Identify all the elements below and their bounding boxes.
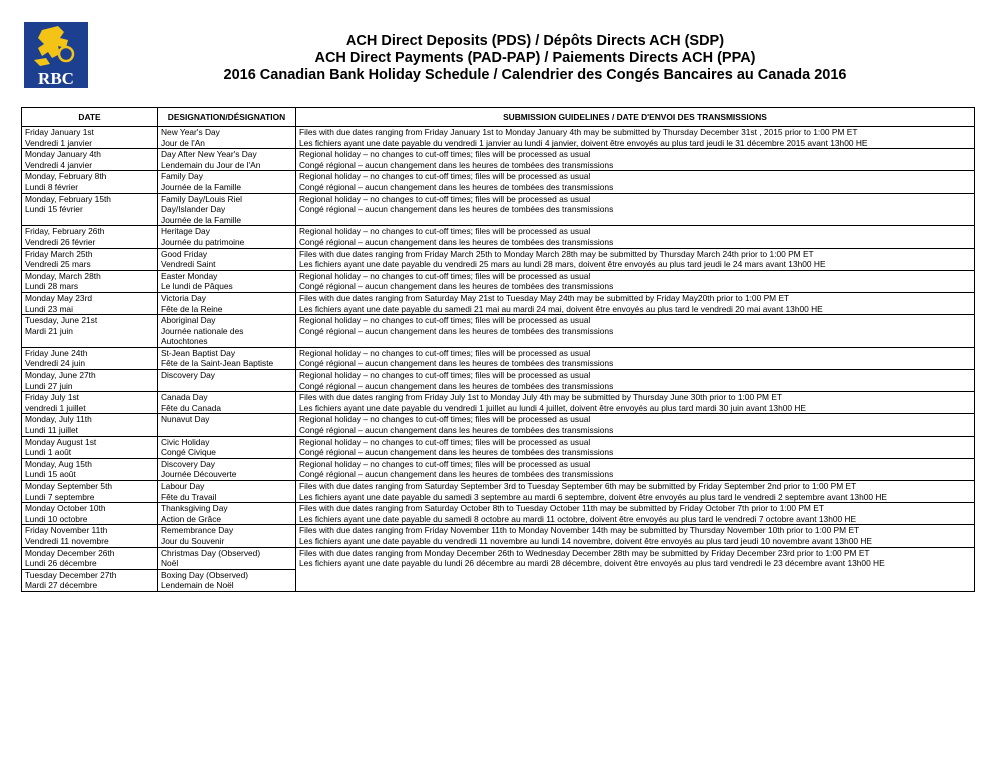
designation-cell-line: Action de Grâce [161, 513, 222, 524]
date-cell-line: Lundi 11 juillet [25, 425, 78, 436]
date-cell [22, 171, 158, 193]
guidelines-cell-line: Les fichiers ayant une date payable du lundi 26 décembre au mardi 28 décembre, doivent être envoyés au plus tard vendredi le 23 décembre avant 13h00 HE [299, 558, 885, 569]
date-cell-line: Mardi 21 juin [25, 325, 73, 336]
designation-cell-line: Good Friday [161, 248, 208, 259]
date-cell [22, 525, 158, 547]
guidelines-cell-line: Files with due dates ranging from Friday January 1st to Monday January 4th may be submitted by Thursday December 31st , 2015 prior to 1:00 PM ET [299, 127, 858, 137]
designation-cell-line: Family Day/Louis Riel [161, 193, 242, 204]
designation-cell-line: Journée du patrimoine [161, 236, 245, 247]
date-cell-line: vendredi 1 juillet [25, 402, 86, 413]
guidelines-cell [296, 481, 975, 503]
guidelines-cell-line: Regional holiday – no changes to cut-off times; files will be processed as usual [299, 149, 591, 160]
designation-cell [158, 525, 296, 547]
designation-cell-line: Easter Monday [161, 270, 218, 281]
date-cell-line: Monday September 5th [25, 481, 113, 491]
table-row [22, 347, 975, 369]
guidelines-cell-line: Les fichiers ayant une date payable du samedi 8 octobre au mardi 11 octobre, doivent être envoyés au plus tard le vendredi 7 octobre avant 13h00 HE [299, 513, 857, 524]
date-cell [22, 248, 158, 270]
guidelines-cell [296, 226, 975, 248]
guidelines-cell-line: Regional holiday – no changes to cut-off times; files will be processed as usual [299, 436, 591, 447]
date-cell-line: Lundi 8 février [25, 181, 79, 192]
date-cell [22, 436, 158, 458]
date-cell-line: Vendredi 25 mars [25, 259, 91, 270]
table-row [22, 436, 975, 458]
date-cell [22, 193, 158, 226]
guidelines-cell-line: Les fichiers ayant une date payable du vendredi 11 novembre au lundi 14 novembre, doivent être envoyés au plus tard jeudi 10 novembre avant 13h00 HE [299, 535, 872, 546]
designation-cell-line: Heritage Day [161, 226, 210, 237]
designation-cell [158, 503, 296, 525]
date-cell-line: Friday November 11th [25, 525, 108, 536]
date-cell-line: Monday, February 8th [25, 171, 107, 182]
date-cell [22, 569, 158, 591]
date-cell [22, 414, 158, 436]
designation-cell [158, 481, 296, 503]
table-row [22, 270, 975, 292]
guidelines-cell-line: Regional holiday – no changes to cut-off times; files will be processed as usual [299, 347, 591, 358]
designation-cell-line: Fête du Canada [161, 402, 222, 413]
rbc-logo [24, 22, 92, 90]
designation-cell [158, 347, 296, 369]
designation-cell [158, 193, 296, 226]
table-row [22, 503, 975, 525]
table-row [22, 414, 975, 436]
designation-cell [158, 270, 296, 292]
date-cell-line: Monday August 1st [25, 436, 97, 447]
guidelines-cell [296, 458, 975, 480]
guidelines-cell-line: Les fichiers ayant une date payable du vendredi 1 juillet au lundi 4 juillet, doivent être envoyés au plus tard mardi 30 juin avant 13h00 HE [299, 402, 807, 413]
table-row [22, 193, 975, 226]
table-row [22, 315, 975, 348]
designation-cell [158, 414, 296, 436]
designation-cell-line: Le lundi de Pâques [161, 281, 233, 292]
guidelines-cell [296, 370, 975, 392]
guidelines-cell-line: Regional holiday – no changes to cut-off times; files will be processed as usual [299, 270, 591, 281]
designation-cell [158, 392, 296, 414]
table-row [22, 149, 975, 171]
date-cell-line: Monday, Aug 15th [25, 458, 92, 469]
date-cell-line: Lundi 15 février [25, 204, 83, 215]
guidelines-cell-line: Congé régional – aucun changement dans les heures de tombées des transmissions [299, 236, 614, 247]
guidelines-cell-line: Regional holiday – no changes to cut-off times; files will be processed as usual [299, 414, 591, 425]
designation-cell-line: Thanksgiving Day [161, 503, 228, 514]
guidelines-cell [296, 392, 975, 414]
designation-cell [158, 248, 296, 270]
designation-cell-line: Jour du Souvenir [161, 535, 225, 546]
designation-cell-line: Aboriginal Day [161, 315, 216, 326]
designation-cell-line: Boxing Day (Observed) [161, 569, 249, 580]
designation-cell-line: Day/Islander Day [161, 204, 226, 215]
designation-cell-line: Civic Holiday [161, 436, 210, 447]
guidelines-cell-line: Congé régional – aucun changement dans les heures de tombées des transmissions [299, 425, 614, 436]
date-cell-line: Lundi 27 juin [25, 380, 73, 391]
designation-cell [158, 226, 296, 248]
header-line-1: ACH Direct Deposits (PDS) / Dépôts Directs ACH (SDP) [345, 33, 725, 49]
designation-cell-line: Family Day [161, 171, 203, 182]
guidelines-cell [296, 503, 975, 525]
designation-cell [158, 127, 296, 149]
date-cell-line: Friday June 24th [25, 347, 88, 358]
designation-cell-line: Lendemain du Jour de l'An [161, 159, 261, 170]
designation-cell-line: Vendredi Saint [161, 259, 216, 270]
guidelines-cell [296, 248, 975, 270]
designation-cell-line: Autochtones [161, 336, 208, 347]
guidelines-cell-line: Les fichiers ayant une date payable du vendredi 1 janvier au lundi 4 janvier, doivent être envoyés au plus tard jeudi le 31 décembre 2015 avant 13h00 HE [299, 137, 868, 148]
date-cell-line: Lundi 26 décembre [25, 558, 97, 569]
guidelines-cell-line: Les fichiers ayant une date payable du vendredi 25 mars au lundi 28 mars, doivent être envoyés au plus tard jeudi le 24 mars avant 13h00 HE [299, 259, 826, 270]
designation-cell [158, 436, 296, 458]
date-cell-line: Lundi 7 septembre [25, 491, 95, 502]
table-row [22, 481, 975, 503]
guidelines-cell-line: Congé régional – aucun changement dans les heures de tombées des transmissions [299, 181, 614, 192]
designation-cell [158, 292, 296, 314]
date-cell [22, 270, 158, 292]
guidelines-cell-line: Files with due dates ranging from Saturday May 21st to Tuesday May 24th may be submitted by Friday May20th prior to 1:00 PM ET [299, 292, 790, 303]
date-cell-line: Friday March 25th [25, 248, 93, 259]
header-line-2: ACH Direct Payments (PAD-PAP) / Paiements Directs ACH (PPA) [314, 50, 756, 66]
date-cell-line: Lundi 28 mars [25, 281, 79, 292]
logo-text: RBC [38, 69, 74, 88]
guidelines-cell [296, 292, 975, 314]
guidelines-cell-line: Les fichiers ayant une date payable du samedi 3 septembre au mardi 6 septembre, doivent être envoyés au plus tard le vendredi 2 septembre avant 13h00 HE [299, 491, 888, 502]
designation-cell-line: Fête du Travail [161, 491, 217, 502]
guidelines-cell [296, 127, 975, 149]
table-row [22, 248, 975, 270]
guidelines-cell-line: Congé régional – aucun changement dans les heures de tombées des transmissions [299, 325, 614, 336]
guidelines-cell-line: Les fichiers ayant une date payable du samedi 21 mai au mardi 24 mai, doivent être envoyés au plus tard le vendredi 20 mai avant 13h00 HE [299, 303, 823, 314]
column-header-guidelines: SUBMISSION GUIDELINES / DATE D'ENVOI DES TRANSMISSIONS [296, 108, 975, 127]
date-cell-line: Monday May 23rd [25, 292, 93, 303]
designation-cell-line: New Year's Day [161, 127, 220, 137]
date-cell-line: Monday, June 27th [25, 370, 96, 381]
designation-cell-line: Discovery Day [161, 370, 215, 381]
designation-cell-line: Fête de la Saint-Jean Baptiste [161, 358, 274, 369]
table-body [22, 127, 975, 592]
guidelines-cell [296, 414, 975, 436]
date-cell-line: Tuesday, June 21st [25, 315, 98, 326]
guidelines-cell [296, 525, 975, 547]
date-cell [22, 347, 158, 369]
table-row [22, 226, 975, 248]
guidelines-cell-line: Files with due dates ranging from Friday July 1st to Monday July 4th may be submitted by Thursday June 30th prior to 1:00 PM ET [299, 392, 783, 403]
guidelines-cell-line: Files with due dates ranging from Friday March 25th to Monday March 28th may be submitted by Thursday March 24th prior to 1:00 PM ET [299, 248, 814, 259]
date-cell-line: Vendredi 11 novembre [25, 535, 109, 546]
designation-cell [158, 171, 296, 193]
guidelines-cell-line: Regional holiday – no changes to cut-off times; files will be processed as usual [299, 458, 591, 469]
designation-cell-line: Fête de la Reine [161, 303, 223, 314]
date-cell-line: Monday December 26th [25, 547, 115, 558]
date-cell-line: Vendredi 4 janvier [25, 159, 93, 170]
guidelines-cell [296, 149, 975, 171]
guidelines-cell [296, 315, 975, 348]
designation-cell [158, 149, 296, 171]
designation-cell [158, 458, 296, 480]
guidelines-cell [296, 171, 975, 193]
guidelines-cell-line: Regional holiday – no changes to cut-off times; files will be processed as usual [299, 370, 591, 381]
table-row [22, 292, 975, 314]
date-cell-line: Vendredi 1 janvier [25, 137, 93, 148]
date-cell-line: Monday, March 28th [25, 270, 101, 281]
designation-cell-line: Journée nationale des [161, 325, 244, 336]
table-header-row [22, 108, 975, 127]
date-cell [22, 392, 158, 414]
designation-cell-line: Discovery Day [161, 458, 215, 469]
holiday-schedule-table [21, 107, 975, 592]
guidelines-cell-line: Congé régional – aucun changement dans les heures de tombées des transmissions [299, 447, 614, 458]
guidelines-cell-line: Congé régional – aucun changement dans les heures de tombées des transmissions [299, 204, 614, 215]
table-row [22, 127, 975, 149]
date-cell-line: Lundi 10 octobre [25, 513, 88, 524]
designation-cell-line: Canada Day [161, 392, 208, 403]
guidelines-cell-line: Congé régional – aucun changement dans les heures de tombées des transmissions [299, 469, 614, 480]
column-header-designation: DESIGNATION/DÉSIGNATION [158, 108, 296, 127]
date-cell-line: Monday October 10th [25, 503, 106, 514]
guidelines-cell-line: Files with due dates ranging from Monday December 26th to Wednesday December 28th may be submitted by Friday December 23rd prior to 1:00 PM ET [299, 547, 870, 558]
designation-cell-line: Noël [161, 558, 179, 569]
date-cell-line: Mardi 27 décembre [25, 580, 98, 591]
header-line-3: 2016 Canadian Bank Holiday Schedule / Calendrier des Congés Bancaires au Canada 2016 [223, 67, 847, 83]
guidelines-cell [296, 347, 975, 369]
guidelines-cell-line: Congé régional – aucun changement dans les heures de tombées des transmissions [299, 159, 614, 170]
guidelines-cell [296, 193, 975, 226]
date-cell [22, 226, 158, 248]
date-cell [22, 370, 158, 392]
date-cell-line: Lundi 1 août [25, 447, 72, 458]
date-cell-line: Tuesday December 27th [25, 569, 117, 580]
date-cell [22, 481, 158, 503]
designation-cell-line: Jour de l'An [161, 137, 205, 148]
date-cell [22, 547, 158, 569]
designation-cell-line: Congé Civique [161, 447, 216, 458]
table-row [22, 525, 975, 547]
table-row [22, 171, 975, 193]
designation-cell-line: Journée de la Famille [161, 214, 242, 225]
designation-cell-line: Victoria Day [161, 292, 206, 303]
guidelines-cell-line: Files with due dates ranging from Saturday September 3rd to Tuesday September 6th may be submitted by Friday September 2nd prior to 1:00 PM ET [299, 481, 857, 491]
designation-cell-line: Labour Day [161, 481, 205, 491]
designation-cell-line: Lendemain de Noël [161, 580, 234, 591]
column-header-date: DATE [22, 108, 158, 127]
date-cell [22, 127, 158, 149]
guidelines-cell [296, 436, 975, 458]
table-row [22, 370, 975, 392]
date-cell-line: Lundi 15 août [25, 469, 76, 480]
designation-cell-line: Remembrance Day [161, 525, 234, 536]
guidelines-cell [296, 547, 975, 591]
guidelines-cell-line: Regional holiday – no changes to cut-off times; files will be processed as usual [299, 315, 591, 326]
date-cell-line: Monday January 4th [25, 149, 101, 160]
designation-cell-line: Day After New Year's Day [161, 149, 257, 160]
designation-cell-line: Nunavut Day [161, 414, 210, 425]
guidelines-cell-line: Congé régional – aucun changement dans les heures de tombées des transmissions [299, 380, 614, 391]
date-cell [22, 458, 158, 480]
date-cell [22, 315, 158, 348]
designation-cell [158, 315, 296, 348]
guidelines-cell-line: Congé régional – aucun changement dans les heures de tombées des transmissions [299, 358, 614, 369]
designation-cell [158, 370, 296, 392]
guidelines-cell [296, 270, 975, 292]
designation-cell-line: St-Jean Baptist Day [161, 347, 236, 358]
date-cell-line: Monday, February 15th [25, 193, 111, 204]
designation-cell-line: Journée Découverte [161, 469, 237, 480]
guidelines-cell-line: Files with due dates ranging from Friday November 11th to Monday November 14th may be submitted by Thursday November 10th prior to 1:00 PM ET [299, 525, 860, 536]
date-cell-line: Monday, July 11th [25, 414, 92, 425]
date-cell-line: Vendredi 26 février [25, 236, 96, 247]
designation-cell [158, 547, 296, 569]
table-row [22, 547, 975, 569]
guidelines-cell-line: Regional holiday – no changes to cut-off times; files will be processed as usual [299, 171, 591, 182]
designation-cell-line: Journée de la Famille [161, 181, 242, 192]
guidelines-cell-line: Regional holiday – no changes to cut-off times; files will be processed as usual [299, 226, 591, 237]
guidelines-cell-line: Regional holiday – no changes to cut-off times; files will be processed as usual [299, 193, 591, 204]
date-cell-line: Friday, February 26th [25, 226, 105, 237]
date-cell [22, 292, 158, 314]
date-cell [22, 149, 158, 171]
date-cell-line: Lundi 23 mai [25, 303, 73, 314]
date-cell [22, 503, 158, 525]
date-cell-line: Friday January 1st [25, 127, 94, 137]
table-row [22, 458, 975, 480]
table-row [22, 392, 975, 414]
guidelines-cell-line: Congé régional – aucun changement dans les heures de tombées des transmissions [299, 281, 614, 292]
designation-cell [158, 569, 296, 591]
date-cell-line: Friday July 1st [25, 392, 79, 403]
guidelines-cell-line: Files with due dates ranging from Saturday October 8th to Tuesday October 11th may be submitted by Friday October 7th prior to 1:00 PM ET [299, 503, 824, 514]
page-header [95, 33, 975, 84]
date-cell-line: Vendredi 24 juin [25, 358, 86, 369]
designation-cell-line: Christmas Day (Observed) [161, 547, 261, 558]
